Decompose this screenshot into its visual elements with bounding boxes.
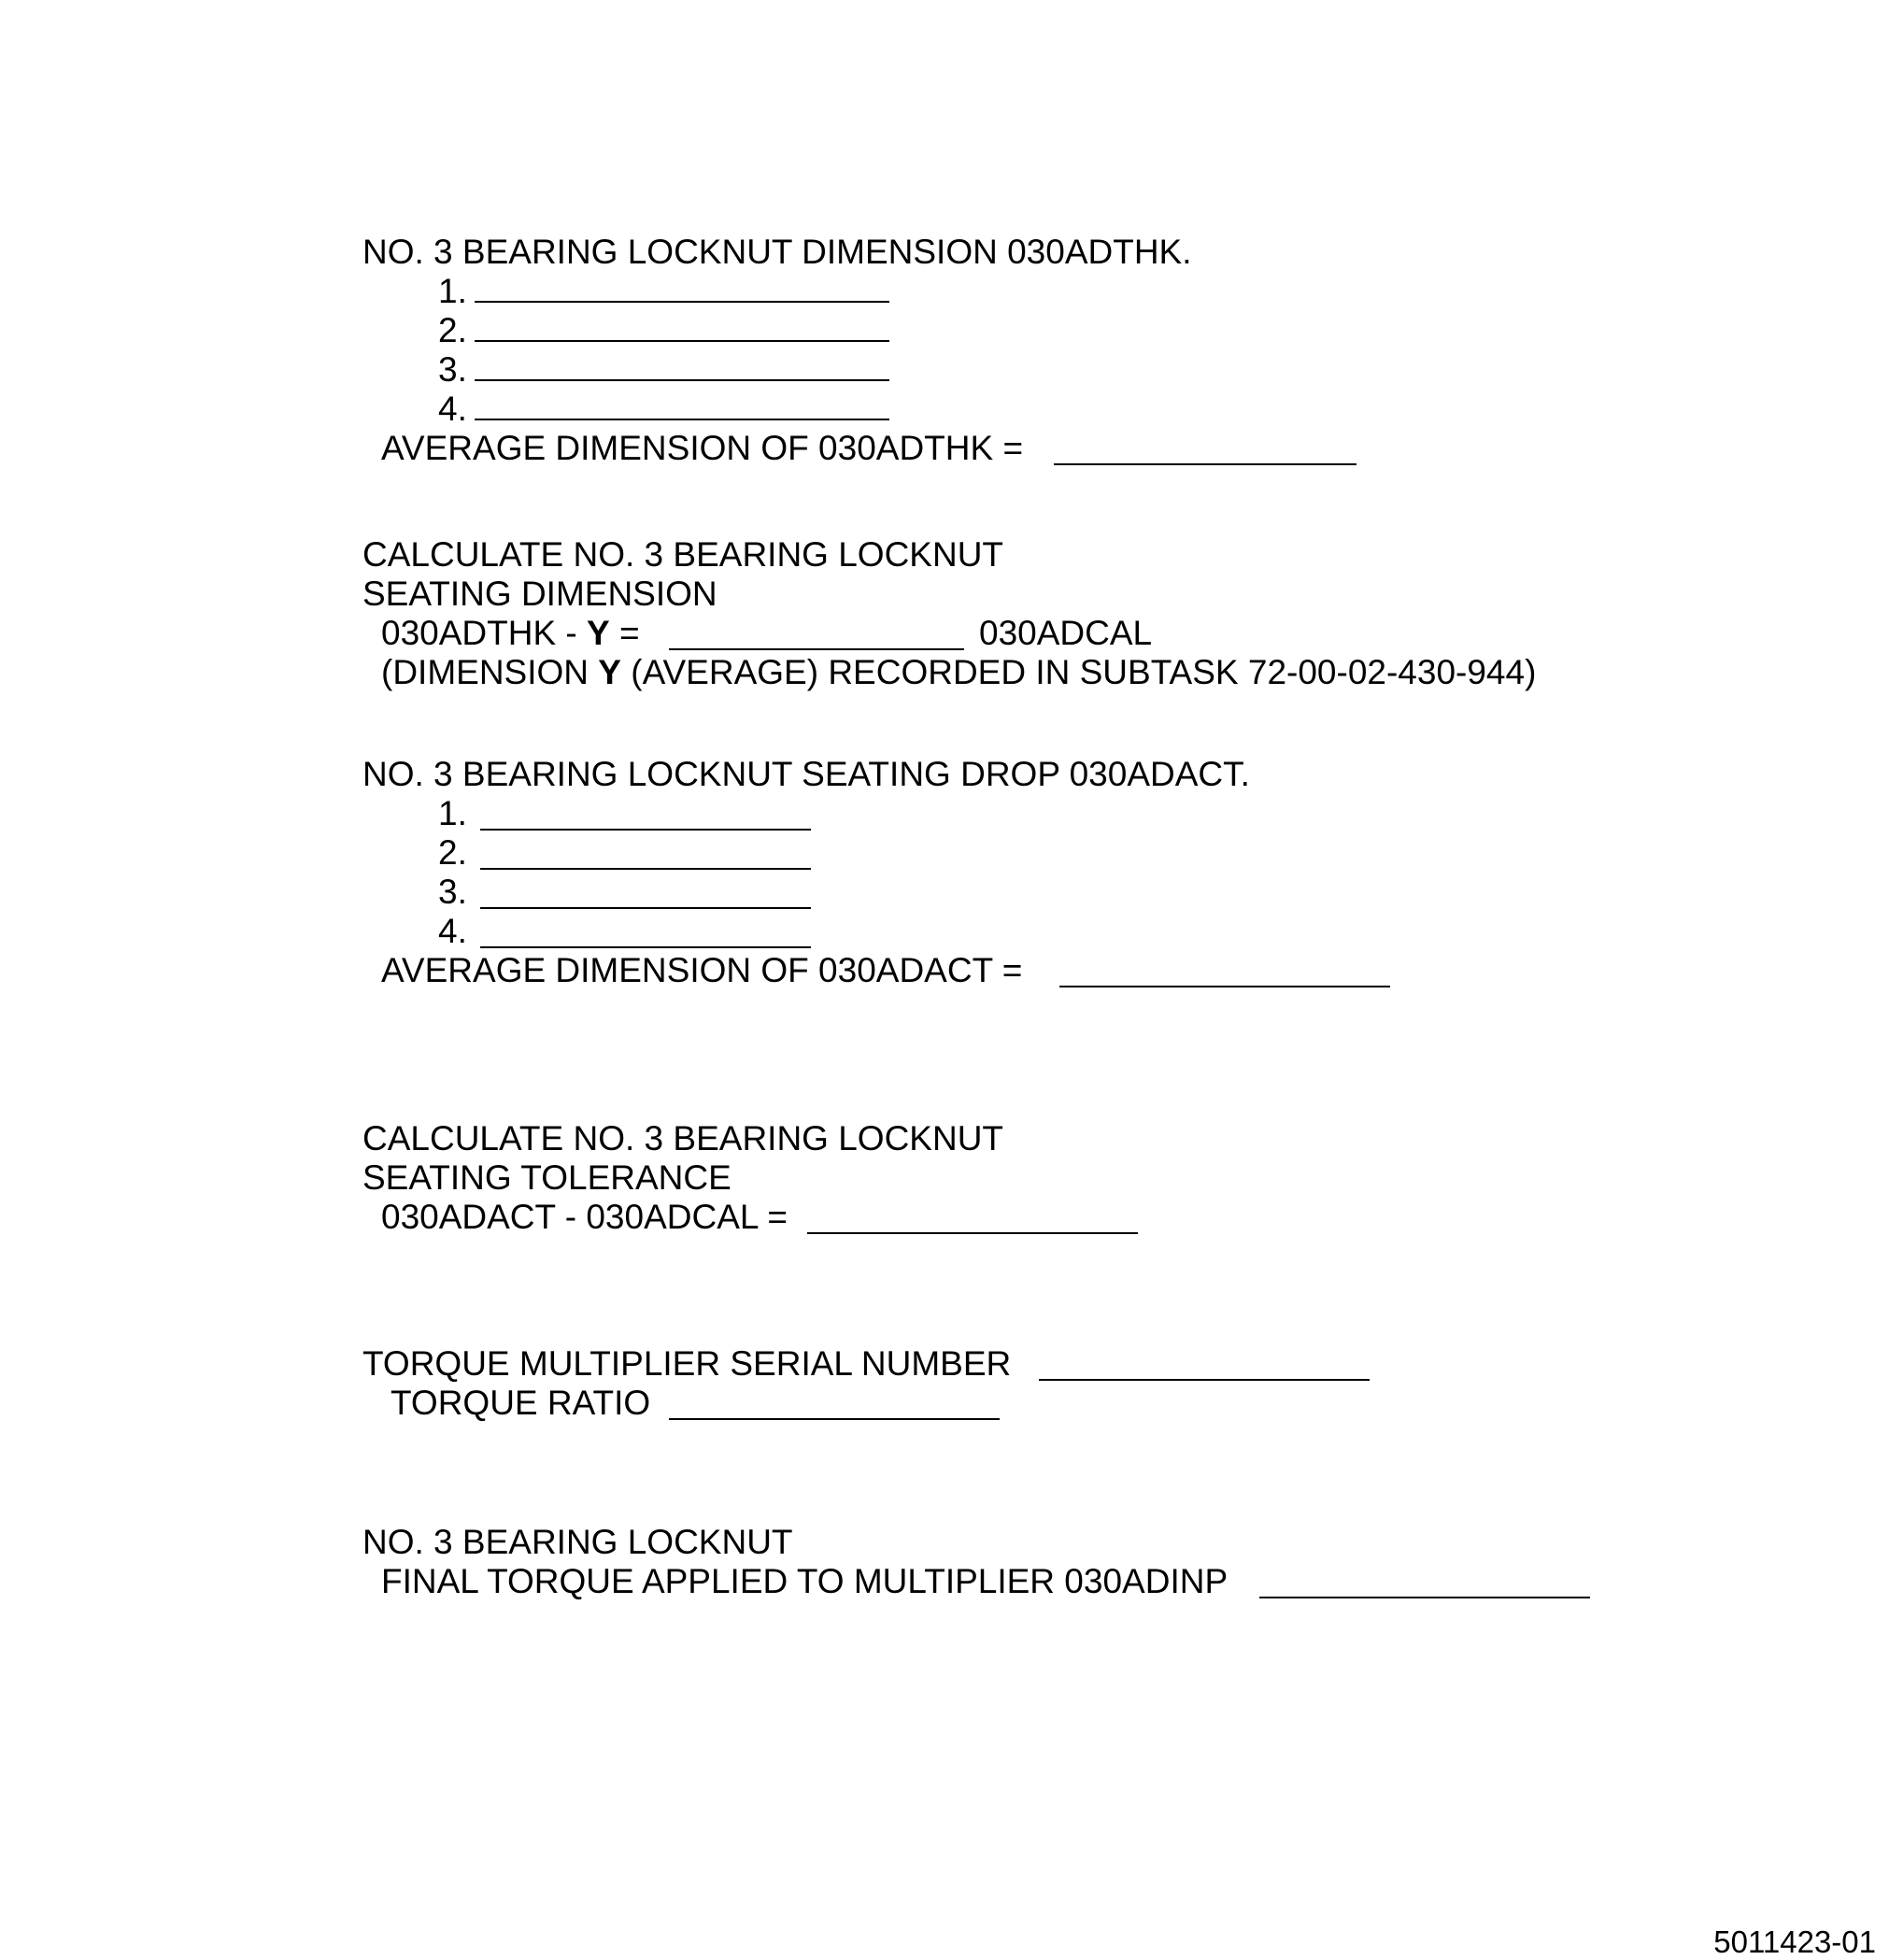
- dimension-item-4-blank[interactable]: [475, 419, 889, 420]
- dimension-y-note: [381, 655, 1536, 689]
- formula-equals: =: [609, 614, 640, 652]
- seating-drop-item-1-label: 1.: [438, 794, 467, 832]
- calc-seating-dimension-line1: CALCULATE NO. 3 BEARING LOCKNUT: [362, 535, 1004, 574]
- locknut-dimension-heading: NO. 3 BEARING LOCKNUT DIMENSION 030ADTHK.: [362, 233, 1192, 271]
- dimension-item-3-blank[interactable]: [475, 379, 889, 381]
- dimension-item-4-label: 4.: [438, 390, 467, 428]
- seating-dimension-blank[interactable]: [669, 648, 964, 650]
- seating-drop-item-3-blank[interactable]: [480, 907, 811, 909]
- calc-seating-dimension-line2: SEATING DIMENSION: [362, 575, 717, 613]
- torque-multiplier-serial-label: TORQUE MULTIPLIER SERIAL NUMBER: [362, 1344, 1012, 1383]
- seating-tolerance-blank[interactable]: [807, 1232, 1138, 1234]
- final-torque-line1: NO. 3 BEARING LOCKNUT: [362, 1523, 793, 1561]
- seating-drop-item-4-label: 4.: [438, 912, 467, 950]
- seating-drop-item-3-label: 3.: [438, 873, 467, 911]
- note-variable-y: Y: [598, 653, 621, 691]
- dimension-item-3-label: 3.: [438, 350, 467, 389]
- average-030adthk-label: AVERAGE DIMENSION OF 030ADTHK =: [381, 429, 1024, 467]
- final-torque-label: FINAL TORQUE APPLIED TO MULTIPLIER 030ADINP: [381, 1562, 1229, 1600]
- seating-drop-item-2-blank[interactable]: [480, 868, 811, 870]
- calc-seating-tolerance-line2: SEATING TOLERANCE: [362, 1158, 731, 1197]
- seating-drop-item-2-label: 2.: [438, 833, 467, 872]
- seating-drop-item-4-blank[interactable]: [480, 946, 811, 948]
- calc-seating-tolerance-line1: CALCULATE NO. 3 BEARING LOCKNUT: [362, 1119, 1004, 1158]
- seating-tolerance-formula: 030ADACT - 030ADCAL =: [381, 1198, 788, 1236]
- figure-id: 5011423-01: [1713, 1924, 1876, 1959]
- formula-result-030adcal: 030ADCAL: [979, 614, 1153, 652]
- final-torque-blank[interactable]: [1259, 1597, 1590, 1598]
- torque-ratio-blank[interactable]: [669, 1418, 1000, 1420]
- dimension-item-1-blank[interactable]: [475, 301, 889, 303]
- seating-dimension-formula: [381, 616, 640, 650]
- dimension-item-2-label: 2.: [438, 311, 467, 349]
- average-030adact-label: AVERAGE DIMENSION OF 030ADACT =: [381, 951, 1023, 989]
- seating-drop-heading: NO. 3 BEARING LOCKNUT SEATING DROP 030ADACT.: [362, 755, 1250, 793]
- torque-ratio-label: TORQUE RATIO: [391, 1384, 651, 1422]
- seating-drop-item-1-blank[interactable]: [480, 829, 811, 831]
- dimension-item-1-label: 1.: [438, 272, 467, 310]
- note-prefix: (DIMENSION: [381, 653, 599, 691]
- formula-variable-y: Y: [587, 614, 610, 652]
- average-030adthk-blank[interactable]: [1054, 463, 1356, 465]
- torque-multiplier-serial-blank[interactable]: [1039, 1379, 1370, 1381]
- formula-prefix: 030ADTHK -: [381, 614, 588, 652]
- average-030adact-blank[interactable]: [1059, 986, 1390, 987]
- note-suffix: (AVERAGE) RECORDED IN SUBTASK 72-00-02-430-944): [620, 653, 1537, 691]
- dimension-item-2-blank[interactable]: [475, 340, 889, 342]
